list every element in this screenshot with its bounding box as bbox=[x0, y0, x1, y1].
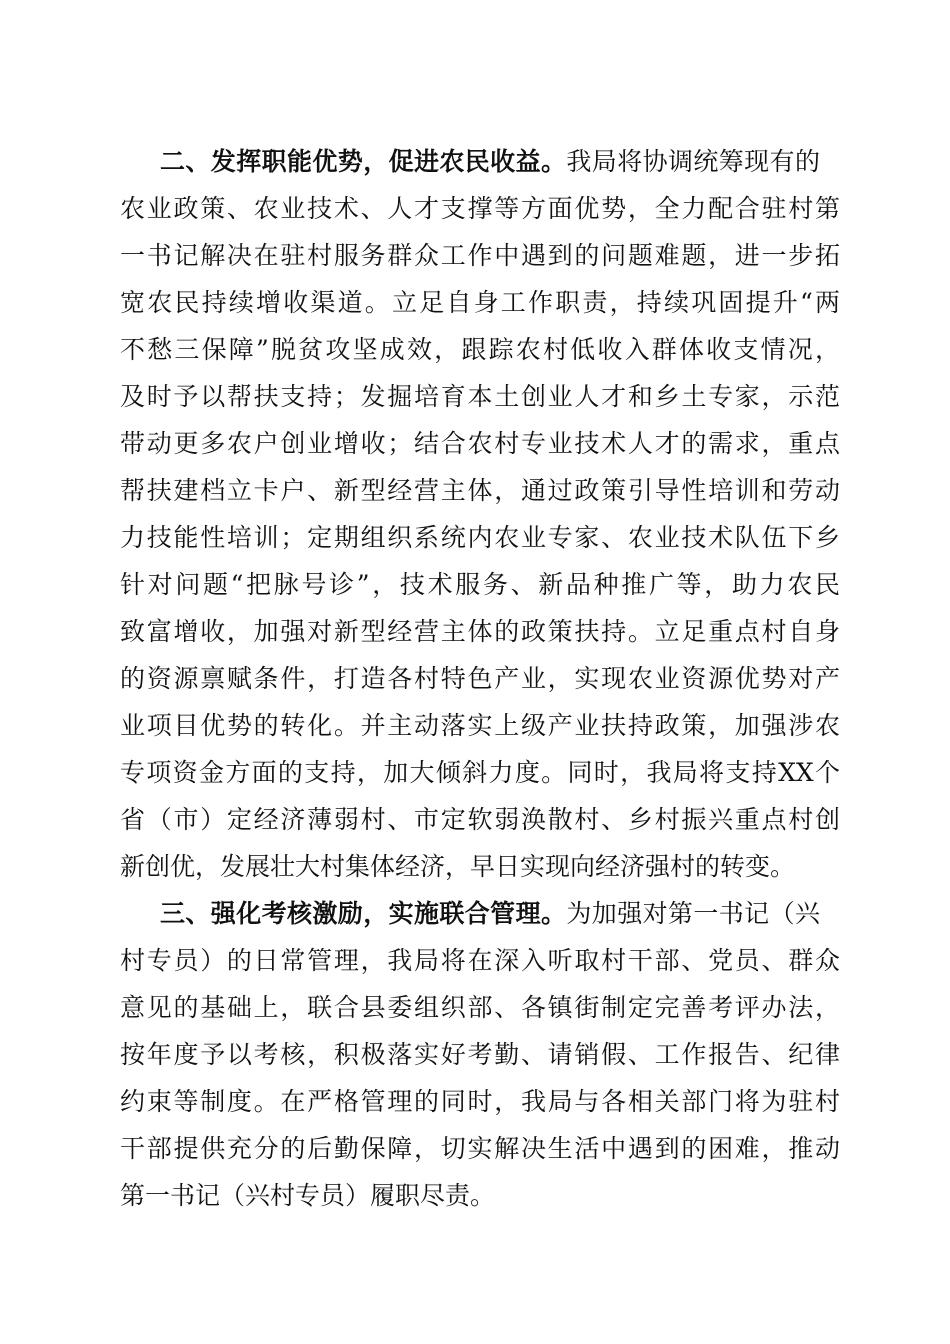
section-heading: 三、强化考核激励，实施联合管理。 bbox=[160, 899, 567, 928]
paragraph-line: 帮扶建档立卡户、新型经营主体，通过政策引导性培训和劳动 bbox=[120, 476, 840, 505]
paragraph-line bbox=[160, 890, 820, 938]
paragraph-line: 宽农民持续增收渠道。立足自身工作职责，持续巩固提升“两 bbox=[120, 288, 840, 317]
paragraph-line: 力技能性培训；定期组织系统内农业专家、农业技术队伍下乡 bbox=[120, 523, 840, 552]
paragraph-text: 我局将协调统筹现有的 bbox=[566, 147, 820, 176]
paragraph-line: 农业政策、农业技术、人才支撑等方面优势，全力配合驻村第 bbox=[120, 194, 840, 223]
paragraph-line: 意见的基础上，联合县委组织部、各镇街制定完善考评办法， bbox=[120, 993, 840, 1022]
paragraph-line: 新创优，发展壮大村集体经济，早日实现向经济强村的转变。 bbox=[120, 852, 796, 881]
paragraph-line: 的资源禀赋条件，打造各村特色产业，实现农业资源优势对产 bbox=[120, 664, 840, 693]
paragraph-line: 专项资金方面的支持，加大倾斜力度。同时，我局将支持XX个 bbox=[120, 758, 840, 787]
paragraph-line: 致富增收，加强对新型经营主体的政策扶持。立足重点村自身 bbox=[120, 617, 840, 646]
paragraph-line: 及时予以帮扶支持；发掘培育本土创业人才和乡土专家，示范 bbox=[120, 382, 840, 411]
paragraph-line: 针对问题“把脉号诊”，技术服务、新品种推广等，助力农民 bbox=[120, 570, 840, 599]
paragraph-line: 第一书记（兴村专员）履职尽责。 bbox=[120, 1181, 496, 1210]
paragraph-line: 一书记解决在驻村服务群众工作中遇到的问题难题，进一步拓 bbox=[120, 241, 840, 270]
paragraph-line: 约束等制度。在严格管理的同时，我局与各相关部门将为驻村 bbox=[120, 1087, 840, 1116]
paragraph-line: 干部提供充分的后勤保障，切实解决生活中遇到的困难，推动 bbox=[120, 1134, 840, 1163]
paragraph-line: 业项目优势的转化。并主动落实上级产业扶持政策，加强涉农 bbox=[120, 711, 840, 740]
paragraph-line: 省（市）定经济薄弱村、市定软弱涣散村、乡村振兴重点村创 bbox=[120, 805, 840, 834]
paragraph-line: 按年度予以考核，积极落实好考勤、请销假、工作报告、纪律 bbox=[120, 1040, 840, 1069]
paragraph-line: 不愁三保障”脱贫攻坚成效，跟踪农村低收入群体收支情况， bbox=[120, 335, 840, 364]
paragraph-line: 村专员）的日常管理，我局将在深入听取村干部、党员、群众 bbox=[120, 946, 840, 975]
paragraph-text: 为加强对第一书记（兴 bbox=[566, 899, 820, 928]
paragraph-line bbox=[160, 138, 820, 186]
paragraph-line: 带动更多农户创业增收；结合农村专业技术人才的需求，重点 bbox=[120, 429, 840, 458]
section-heading: 二、发挥职能优势，促进农民收益。 bbox=[160, 147, 567, 176]
